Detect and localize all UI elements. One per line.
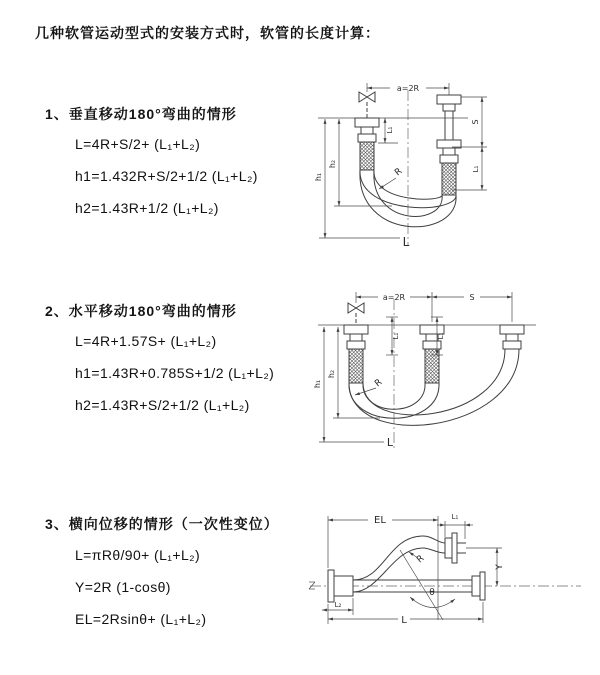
section2-formula-h2: h2=1.43R+S/2+1/2 (L₁+L₂) xyxy=(75,397,250,413)
section2-formula-l: L=4R+1.57S+ (L₁+L₂) xyxy=(75,333,217,349)
section2-formula-h1: h1=1.43R+0.785S+1/2 (L₁+L₂) xyxy=(75,365,275,381)
braided-hose-section xyxy=(360,142,374,170)
label-h2: h₂ xyxy=(327,369,336,379)
right-pipe-fitting xyxy=(437,83,461,195)
valve-icon xyxy=(348,303,364,325)
label-l2: L₂ xyxy=(334,601,342,609)
right-pipe-fitting-moved-position xyxy=(500,325,524,349)
dimension-l1-right xyxy=(452,147,487,190)
label-l1-right: L₁ xyxy=(472,165,480,173)
label-y: Y xyxy=(495,564,505,570)
label-r: R xyxy=(393,166,405,179)
dimension-l2 xyxy=(322,598,353,624)
section1-heading: 1、垂直移动180°弯曲的情形 xyxy=(45,106,237,122)
label-r: R xyxy=(415,553,427,566)
radius-callout xyxy=(379,167,404,189)
label-s: S xyxy=(471,119,480,125)
label-a2r: a=2R xyxy=(396,84,420,93)
dimension-a2r xyxy=(367,83,449,93)
section3-heading: 3、横向位移的情形（一次性变位） xyxy=(45,516,279,532)
label-h1: h₁ xyxy=(313,379,322,389)
label-theta: θ xyxy=(429,588,435,598)
braided-hose-section xyxy=(349,349,363,383)
section1-formula-l: L=4R+S/2+ (L₁+L₂) xyxy=(75,136,201,152)
section1-formula-h2: h2=1.43R+1/2 (L₁+L₂) xyxy=(75,200,219,216)
dimension-l xyxy=(328,602,483,626)
section3-formula-l: L=πRθ/90+ (L₁+L₂) xyxy=(75,547,201,563)
label-l: L xyxy=(401,615,407,626)
dimension-l1-left xyxy=(378,118,398,143)
label-h2: h₂ xyxy=(328,159,337,169)
valve-icon xyxy=(359,92,375,118)
section1-formula-h1: h1=1.432R+S/2+1/2 (L₁+L₂) xyxy=(75,168,258,184)
dimension-l1-left xyxy=(386,317,400,355)
label-l: L xyxy=(386,436,394,449)
label-l1-left: L₁ xyxy=(386,126,394,134)
diagram-horizontal-180-bend xyxy=(310,284,600,456)
label-l1-left: L₁ xyxy=(392,332,400,340)
left-pipe-fitting xyxy=(344,325,368,383)
label-s: S xyxy=(469,293,475,302)
label-l: L xyxy=(402,235,410,249)
upper-pipe-fitting-displaced xyxy=(445,533,466,563)
label-h1: h₁ xyxy=(314,172,323,182)
diagram-vertical-180-bend xyxy=(306,72,600,268)
dimension-s xyxy=(432,292,512,322)
label-l1: L₁ xyxy=(451,513,459,521)
left-pipe-fitting xyxy=(328,570,353,602)
diagram-lateral-displacement xyxy=(304,504,600,654)
radius-callout xyxy=(409,552,426,565)
section3-formula-y: Y=2R (1-cosθ) xyxy=(75,579,171,595)
angle-construction xyxy=(400,550,455,620)
label-l1-middle: L₁ xyxy=(437,332,445,340)
left-pipe-fitting xyxy=(355,118,379,170)
label-a2r: a=2R xyxy=(382,293,406,302)
hose-curves xyxy=(353,536,445,592)
section2-heading: 2、水平移动180°弯曲的情形 xyxy=(45,303,237,319)
dimension-el xyxy=(328,515,438,620)
axis-break-mark xyxy=(309,582,315,589)
label-el: EL xyxy=(374,515,386,526)
page-title: 几种软管运动型式的安装方式时，软管的长度计算： xyxy=(35,25,380,41)
section3-formula-el: EL=2Rsinθ+ (L₁+L₂) xyxy=(75,611,207,627)
label-r: R xyxy=(373,377,385,390)
